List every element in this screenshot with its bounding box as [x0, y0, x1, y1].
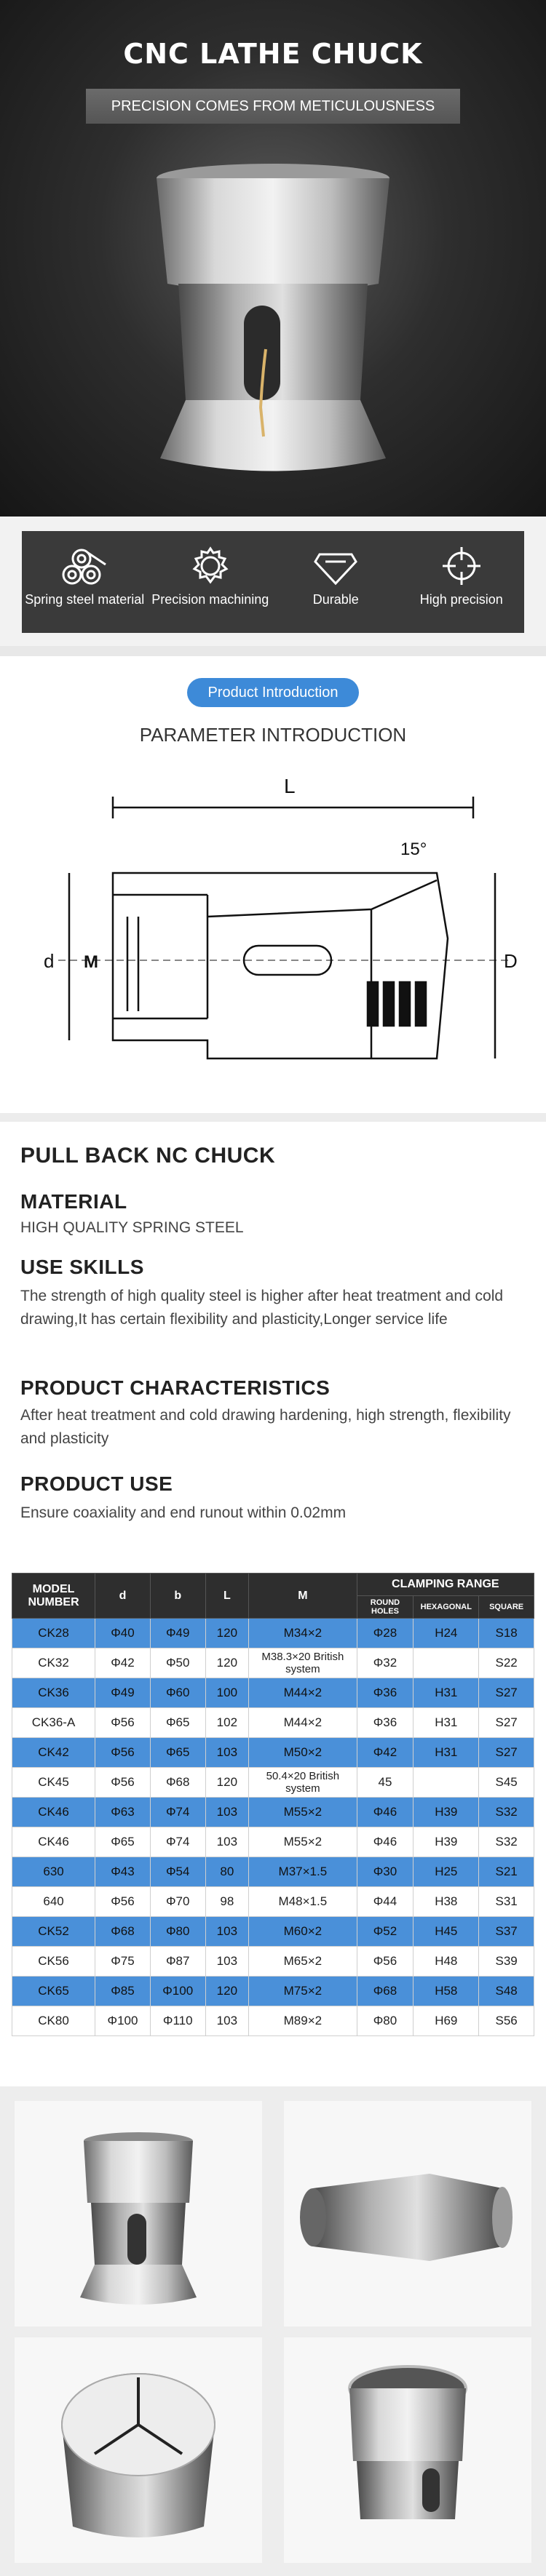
cell-d: Φ40 [95, 1619, 151, 1648]
cell-b: Φ80 [150, 1917, 205, 1947]
table-row [12, 1917, 534, 1947]
table-row [12, 2006, 534, 2036]
feature-spring-steel [22, 531, 148, 633]
header-d: d [95, 1574, 151, 1619]
cell-hex: H31 [414, 1738, 479, 1768]
cell-model: CK32 [12, 1648, 95, 1678]
feature-label: Durable [312, 592, 359, 607]
cell-hex: H25 [414, 1857, 479, 1887]
table-row [12, 1738, 534, 1768]
product-intro-badge: Product Introduction [187, 678, 359, 707]
hero-title: CNC LATHE CHUCK [123, 38, 423, 70]
cell-model: CK45 [12, 1768, 95, 1798]
diagram-label-d: d [44, 950, 55, 972]
table-row [12, 1947, 534, 1977]
cell-square: S27 [479, 1678, 534, 1708]
cell-hex: H38 [414, 1887, 479, 1917]
header-clamping: CLAMPING RANGE [357, 1574, 534, 1596]
cell-model: CK46 [12, 1798, 95, 1827]
chuck-image [284, 2337, 531, 2563]
cell-model: 630 [12, 1857, 95, 1887]
cell-d: Φ42 [95, 1648, 151, 1678]
chuck-photo-front [15, 2101, 262, 2326]
product-use-heading: PRODUCT USE [20, 1472, 173, 1495]
cell-square: S37 [479, 1917, 534, 1947]
cell-hex: H39 [414, 1827, 479, 1857]
cell-L: 120 [205, 1619, 249, 1648]
cell-d: Φ63 [95, 1798, 151, 1827]
cell-hex: H45 [414, 1917, 479, 1947]
cell-M: M37×1.5 [249, 1857, 357, 1887]
header-M: M [249, 1574, 357, 1619]
cell-d: Φ56 [95, 1768, 151, 1798]
cell-L: 98 [205, 1887, 249, 1917]
parameter-title: PARAMETER INTRODUCTION [139, 724, 407, 746]
cell-d: Φ100 [95, 2006, 151, 2036]
cell-model: CK80 [12, 2006, 95, 2036]
cell-L: 120 [205, 1648, 249, 1678]
cell-b: Φ54 [150, 1857, 205, 1887]
cell-round: Φ52 [357, 1917, 414, 1947]
diagram-label-M: M [84, 952, 98, 972]
cell-model: CK36 [12, 1678, 95, 1708]
cell-d: Φ43 [95, 1857, 151, 1887]
cell-round: Φ68 [357, 1977, 414, 2006]
cell-round: Φ80 [357, 2006, 414, 2036]
cell-square: S27 [479, 1738, 534, 1768]
chuck-image [15, 2337, 262, 2563]
cell-model: CK65 [12, 1977, 95, 2006]
cell-square: S45 [479, 1768, 534, 1798]
spec-table-body [12, 1619, 534, 2036]
cell-M: M48×1.5 [249, 1887, 357, 1917]
cell-hex: H69 [414, 2006, 479, 2036]
header-square: SQUARE [479, 1596, 534, 1619]
cell-L: 103 [205, 1827, 249, 1857]
feature-durable [273, 531, 399, 633]
cell-L: 103 [205, 1947, 249, 1977]
cell-M: 50.4×20 British system [249, 1768, 357, 1798]
cell-square: S32 [479, 1827, 534, 1857]
material-heading: MATERIAL [20, 1190, 127, 1213]
cell-square: S31 [479, 1887, 534, 1917]
cell-square: S56 [479, 2006, 534, 2036]
cell-M: M50×2 [249, 1738, 357, 1768]
product-use-text: Ensure coaxiality and end runout within 0.02mm [20, 1504, 347, 1521]
features-strip [22, 531, 524, 633]
cell-b: Φ74 [150, 1798, 205, 1827]
cell-M: M55×2 [249, 1827, 357, 1857]
feature-label: Spring steel material [25, 592, 145, 607]
feature-precision-machining [148, 531, 274, 633]
header-model: MODEL NUMBER [12, 1574, 95, 1619]
cell-round: Φ28 [357, 1619, 414, 1648]
cell-b: Φ70 [150, 1887, 205, 1917]
gear-icon [187, 544, 234, 588]
cell-d: Φ56 [95, 1887, 151, 1917]
cell-model: CK56 [12, 1947, 95, 1977]
cell-M: M75×2 [249, 1977, 357, 2006]
cell-square: S27 [479, 1708, 534, 1738]
cell-hex [414, 1648, 479, 1678]
cell-M: M60×2 [249, 1917, 357, 1947]
cell-hex: H48 [414, 1947, 479, 1977]
use-skills-heading: USE SKILLS [20, 1256, 144, 1278]
table-row [12, 1798, 534, 1827]
cell-round: Φ36 [357, 1678, 414, 1708]
cell-d: Φ56 [95, 1708, 151, 1738]
cell-L: 103 [205, 1738, 249, 1768]
characteristics-heading: PRODUCT CHARACTERISTICS [20, 1376, 331, 1399]
cell-L: 120 [205, 1977, 249, 2006]
pipes-icon [59, 544, 110, 588]
cell-b: Φ87 [150, 1947, 205, 1977]
use-skills-text: The strength of high quality steel is higher after heat treatment and cold drawing,It has certain flexibility and plasticity,Longer service life [20, 1288, 504, 1328]
diagram-label-L: L [284, 775, 296, 797]
chuck-photo-top [15, 2337, 262, 2563]
header-b: b [150, 1574, 205, 1619]
cell-M: M44×2 [249, 1708, 357, 1738]
cell-b: Φ100 [150, 1977, 205, 2006]
cell-square: S22 [479, 1648, 534, 1678]
cell-model: CK28 [12, 1619, 95, 1648]
material-text: HIGH QUALITY SPRING STEEL [20, 1219, 244, 1236]
cell-d: Φ65 [95, 1827, 151, 1857]
feature-label: Precision machining [151, 592, 269, 607]
cell-hex: H39 [414, 1798, 479, 1827]
cell-b: Φ49 [150, 1619, 205, 1648]
cell-L: 103 [205, 1798, 249, 1827]
cell-round: Φ36 [357, 1708, 414, 1738]
cell-b: Φ68 [150, 1768, 205, 1798]
cell-hex: H24 [414, 1619, 479, 1648]
chuck-hero-image [0, 0, 546, 517]
table-row [12, 1827, 534, 1857]
table-row [12, 1708, 534, 1738]
diagram-label-D: D [504, 950, 518, 972]
spec-table [12, 1573, 534, 2036]
cell-round: Φ46 [357, 1827, 414, 1857]
cell-L: 102 [205, 1708, 249, 1738]
cell-b: Φ60 [150, 1678, 205, 1708]
cell-L: 100 [205, 1678, 249, 1708]
header-round: ROUND HOLES [357, 1596, 414, 1619]
features-section [0, 517, 546, 646]
divider [0, 1113, 546, 1122]
hero-subtitle: PRECISION COMES FROM METICULOUSNESS [86, 89, 460, 124]
table-row [12, 1768, 534, 1798]
chuck-photo-angle [284, 2337, 531, 2563]
cell-model: 640 [12, 1887, 95, 1917]
cell-b: Φ65 [150, 1708, 205, 1738]
chuck-image [284, 2101, 531, 2326]
cell-M: M89×2 [249, 2006, 357, 2036]
divider [0, 646, 546, 656]
cell-M: M34×2 [249, 1619, 357, 1648]
header-L: L [205, 1574, 249, 1619]
cell-round: 45 [357, 1768, 414, 1798]
cell-model: CK36-A [12, 1708, 95, 1738]
cell-d: Φ56 [95, 1738, 151, 1768]
cell-d: Φ85 [95, 1977, 151, 2006]
cell-M: M65×2 [249, 1947, 357, 1977]
header-hex: HEXAGONAL [414, 1596, 479, 1619]
cell-b: Φ50 [150, 1648, 205, 1678]
cell-square: S32 [479, 1798, 534, 1827]
table-row [12, 1977, 534, 2006]
cell-b: Φ74 [150, 1827, 205, 1857]
cell-round: Φ46 [357, 1798, 414, 1827]
crosshair-icon [438, 544, 485, 588]
cell-d: Φ49 [95, 1678, 151, 1708]
cell-hex: H31 [414, 1678, 479, 1708]
cell-square: S21 [479, 1857, 534, 1887]
chuck-image [15, 2101, 262, 2326]
cell-square: S48 [479, 1977, 534, 2006]
cell-square: S18 [479, 1619, 534, 1648]
cell-d: Φ75 [95, 1947, 151, 1977]
table-row [12, 1857, 534, 1887]
cell-round: Φ44 [357, 1887, 414, 1917]
cell-b: Φ65 [150, 1738, 205, 1768]
cell-M: M44×2 [249, 1678, 357, 1708]
diagram-label-angle: 15° [400, 840, 427, 859]
cell-M: M55×2 [249, 1798, 357, 1827]
cell-model: CK52 [12, 1917, 95, 1947]
cell-M: M38.3×20 British system [249, 1648, 357, 1678]
table-row [12, 1648, 534, 1678]
section-main-title: PULL BACK NC CHUCK [20, 1144, 276, 1168]
table-row [12, 1619, 534, 1648]
cell-model: CK46 [12, 1827, 95, 1857]
hero-banner [0, 0, 546, 517]
feature-label: High precision [419, 592, 503, 607]
cell-round: Φ42 [357, 1738, 414, 1768]
cell-model: CK42 [12, 1738, 95, 1768]
cell-L: 103 [205, 1917, 249, 1947]
feature-high-precision [399, 531, 525, 633]
cell-hex [414, 1768, 479, 1798]
cell-hex: H58 [414, 1977, 479, 2006]
table-row [12, 1678, 534, 1708]
chuck-dimension-diagram [29, 771, 524, 1091]
cell-round: Φ56 [357, 1947, 414, 1977]
cell-round: Φ30 [357, 1857, 414, 1887]
cell-square: S39 [479, 1947, 534, 1977]
characteristics-text: After heat treatment and cold drawing hardening, high strength, flexibility and plasticity [20, 1407, 511, 1447]
cell-round: Φ32 [357, 1648, 414, 1678]
cell-hex: H31 [414, 1708, 479, 1738]
diamond-icon [312, 544, 359, 588]
cell-d: Φ68 [95, 1917, 151, 1947]
photo-gallery [0, 2086, 546, 2576]
cell-L: 120 [205, 1768, 249, 1798]
cell-L: 103 [205, 2006, 249, 2036]
table-row [12, 1887, 534, 1917]
chuck-photo-side [284, 2101, 531, 2326]
cell-L: 80 [205, 1857, 249, 1887]
cell-b: Φ110 [150, 2006, 205, 2036]
